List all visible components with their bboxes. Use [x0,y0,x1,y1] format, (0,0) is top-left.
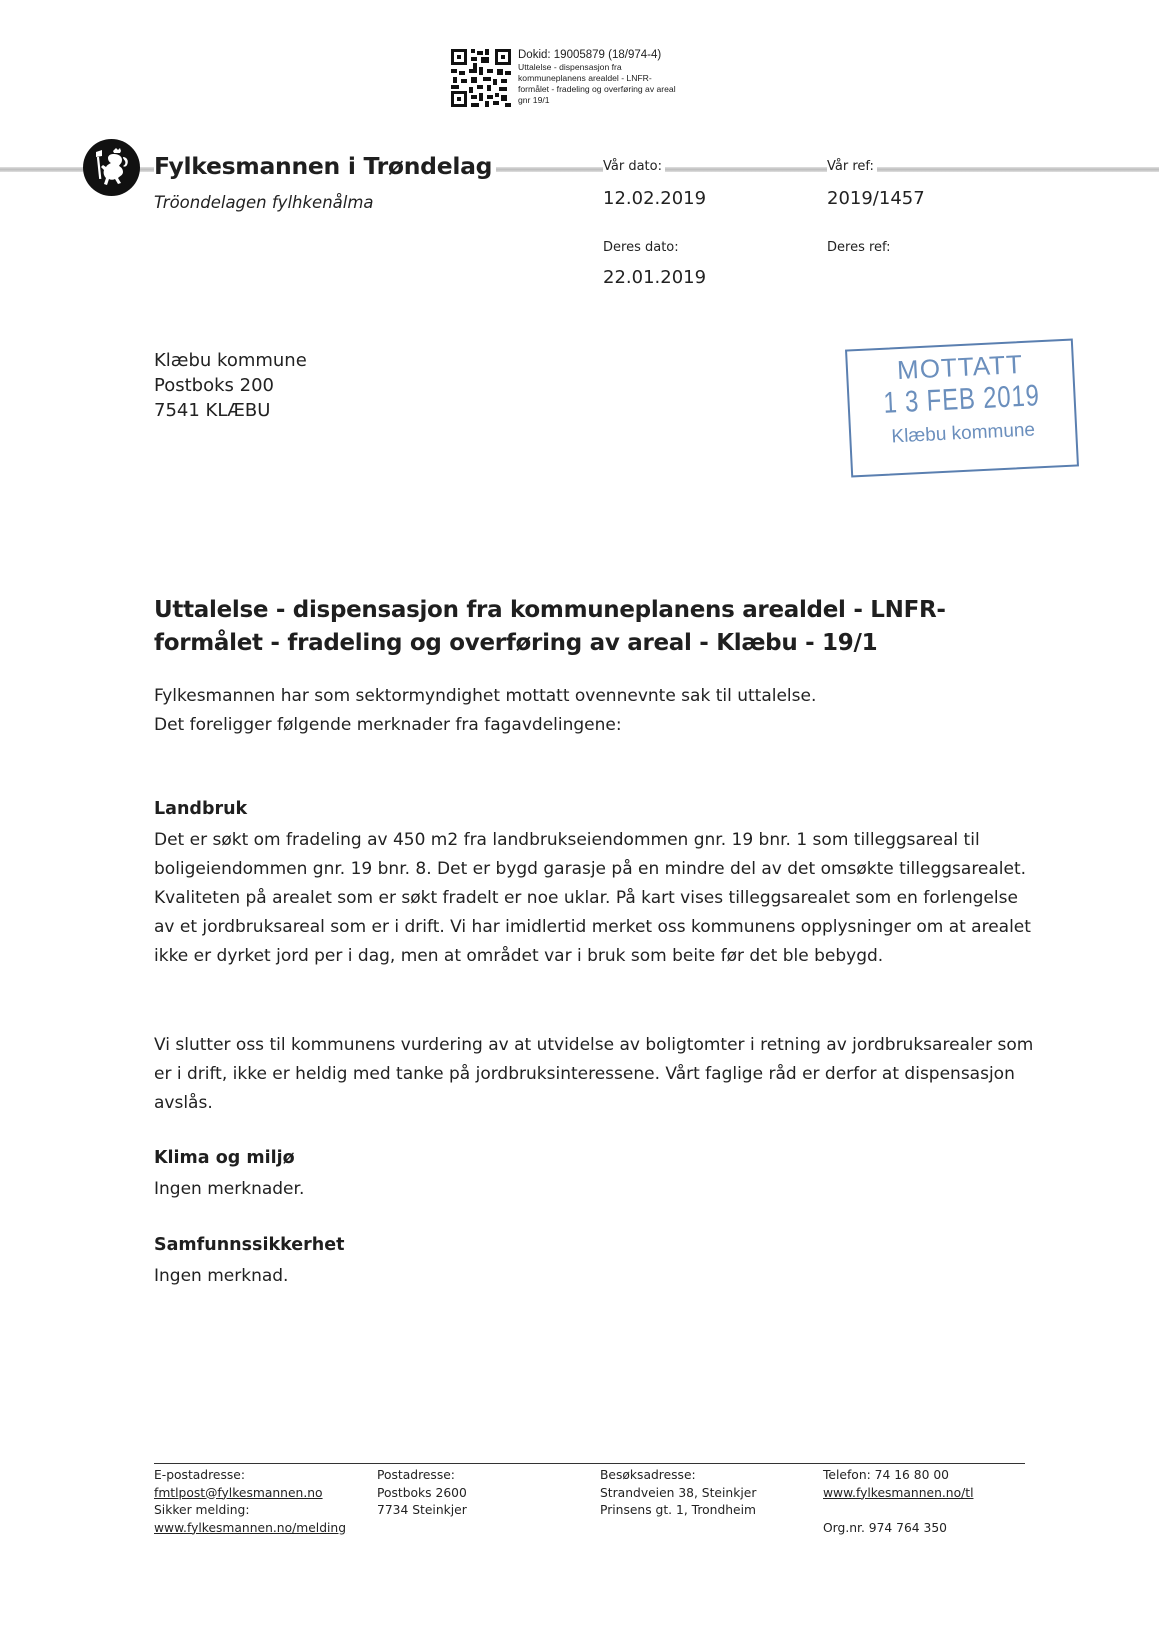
section-paragraph: Ingen merknad. [154,1266,289,1286]
our-date-value: 12.02.2019 [603,188,707,209]
section-heading-klima-og-miljo: Klima og miljø [154,1148,295,1168]
website-link[interactable]: www.fylkesmannen.no/tl [823,1485,974,1500]
section-heading-samfunnssikkerhet: Samfunnssikkerhet [154,1235,345,1255]
coat-of-arms-lion-icon [83,139,140,196]
received-stamp-label: MOTTATT [896,348,1024,386]
section-paragraph: Ingen merknader. [154,1179,305,1199]
your-date-label: Deres dato: [603,240,679,255]
document-id: Dokid: 19005879 (18/974-4) [518,49,662,61]
received-stamp-date: 1 3 FEB 2019 [882,379,1041,420]
org-number: Org.nr. 974 764 350 [823,1520,948,1535]
received-stamp [845,339,1079,478]
our-ref-label: Vår ref: [827,159,877,174]
recipient-name: Klæbu kommune [154,350,307,371]
secure-message-link[interactable]: www.fylkesmannen.no/melding [154,1520,347,1535]
postal-line-1: Postboks 2600 [377,1485,467,1500]
visiting-line-1: Strandveien 38, Steinkjer [600,1485,757,1500]
visiting-line-2: Prinsens gt. 1, Trondheim [600,1503,756,1517]
footer-phone-web [823,1467,973,1537]
intro-line-1: Fylkesmannen har som sektormyndighet mottatt ovennevnte sak til uttalelse. [154,686,817,706]
received-stamp-org: Klæbu kommune [891,419,1036,448]
email-label: E-postadresse: [154,1468,245,1482]
postal-line-2: 7734 Steinkjer [377,1503,467,1517]
document-title: Uttalelse - dispensasjon fra kommuneplanens arealdel - LNFR-formålet - fradeling og overføring av areal - Klæbu - 19/1 [154,597,946,656]
footer-postal-address [377,1467,467,1520]
qr-code-icon [451,49,511,107]
postal-label: Postadresse: [377,1468,455,1482]
your-date-value: 22.01.2019 [603,267,707,288]
footer-rule [154,1463,1025,1464]
secure-message-label: Sikker melding: [154,1503,250,1517]
intro-text [154,682,1034,740]
organization-name-sami: Tröondelagen fylhkenålma [154,193,374,212]
recipient-street: Postboks 200 [154,375,274,396]
your-ref-label: Deres ref: [827,240,891,255]
visiting-label: Besøksadresse: [600,1468,696,1482]
phone-number: Telefon: 74 16 80 00 [823,1468,949,1482]
section-paragraph: Det er søkt om fradeling av 450 m2 fra landbrukseiendommen gnr. 19 bnr. 1 som tilleggsareal til boligeiendommen gnr. 19 bnr. 8. Det er bygd garasje på en mindre del av det omsøkte tilleggsarealet. Kvaliteten på arealet som er søkt fradelt er noe uklar. På kart vises tilleggsarealet som en forlengelse av et jordbruksareal som er i drift. Vi har imidlertid merket oss kommunens opplysninger om at arealet ikke er dyrket jord per i dag, men at området var i bruk som beite før det ble bebygd. [154,830,1031,966]
our-date-label: Vår dato: [603,159,665,174]
section-heading-landbruk: Landbruk [154,799,248,819]
recipient-postal: 7541 KLÆBU [154,400,271,421]
footer-contact-email [154,1467,346,1537]
recipient-address [154,348,307,423]
email-link[interactable]: fmtlpost@fylkesmannen.no [154,1485,323,1500]
footer-visiting-address [600,1467,756,1520]
our-ref-value: 2019/1457 [827,188,925,209]
footer-spacer [823,1502,973,1520]
intro-line-2: Det foreligger følgende merknader fra fagavdelingene: [154,715,622,735]
section-paragraph: Vi slutter oss til kommunens vurdering av at utvidelse av boligtomter i retning av jordbruksarealer som er i drift, ikke er heldig med tanke på jordbruksinteressene. Vårt faglige råd er derfor at dispensasjon avslås. [154,1035,1034,1113]
organization-name: Fylkesmannen i Trøndelag [154,152,496,180]
document-id-stamp [518,48,678,106]
document-id-description: Uttalelse - dispensasjon fra kommuneplanens arealdel - LNFR-formålet - fradeling og overføring av areal gnr 19/1 [518,62,676,105]
